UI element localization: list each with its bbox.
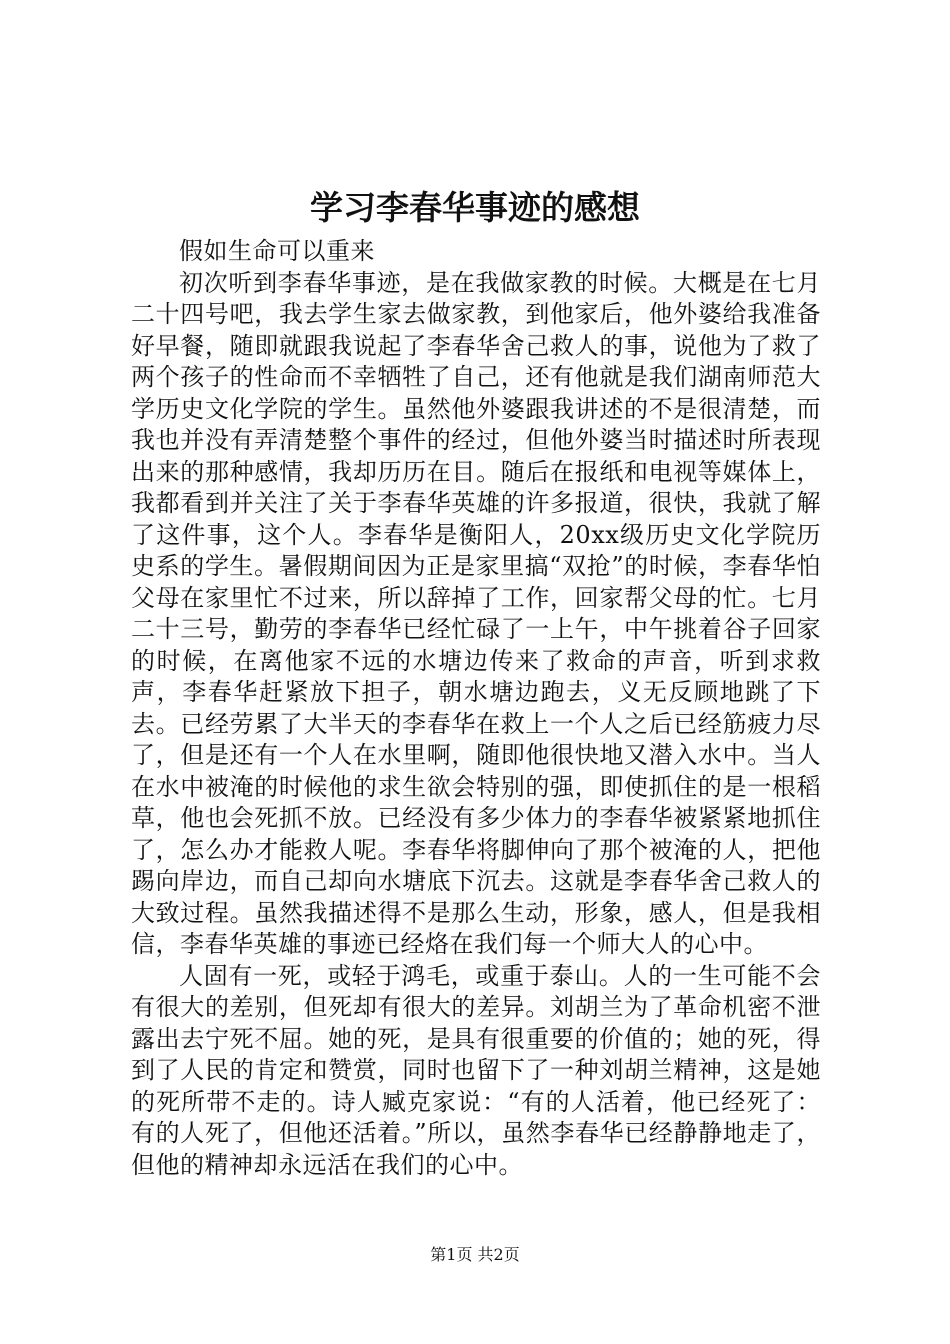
paragraph-reflection: 人固有一死，或轻于鸿毛，或重于泰山。人的一生可能不会有很大的差别，但死却有很大的差异。刘胡兰为了革命机密不泄露出去宁死不屈。她的死，是具有很重要的价值的；她的死，得到了人民的肯定和赞赏，同时也留下了一种刘胡兰精神，这是她的死所带不走的。诗人臧克家说：“有的人活着，他已经死了：有的人死了，但他还活着。”所以，虽然李春华已经静静地走了，但他的精神却永远活在我们的心中。 [131,961,821,1179]
paragraph-story: 初次听到李春华事迹，是在我做家教的时候。大概是在七月二十四号吧，我去学生家去做家教，到他家后，他外婆给我准备好早餐，随即就跟我说起了李春华舍己救人的事，说他为了救了两个孩子的性命而不幸牺牲了自己，还有他就是我们湖南师范大学历史文化学院的学生。虽然他外婆跟我讲述的不是很清楚，而我也并没有弄清楚整个事件的经过，但他外婆当时描述时所表现出来的那种感情，我却历历在目。随后在报纸和电视等媒体上，我都看到并关注了关于李春华英雄的许多报道，很快，我就了解了这件事，这个人。李春华是衡阳人，20xx级历史文化学院历史系的学生。暑假期间因为正是家里搞“双抢”的时候，李春华怕父母在家里忙不过来，所以辞掉了工作，回家帮父母的忙。七月二十三号，勤劳的李春华已经忙碌了一上午，中午挑着谷子回家的时候，在离他家不远的水塘边传来了救命的声音，听到求救声，李春华赶紧放下担子，朝水塘边跑去，义无反顾地跳了下去。已经劳累了大半天的李春华在救上一个人之后已经筋疲力尽了，但是还有一个人在水里啊，随即他很快地又潜入水中。当人在水中被淹的时候他的求生欲会特别的强，即使抓住的是一根稻草，他也会死抓不放。已经没有多少体力的李春华被紧紧地抓住了，怎么办才能救人呢。李春华将脚伸向了那个被淹的人，把他踢向岸边，而自己却向水塘底下沉去。这就是李春华舍己救人的大致过程。虽然我描述得不是那么生动，形象，感人，但是我相信，李春华英雄的事迹已经烙在我们每一个师大人的心中。 [131,268,821,958]
paragraph-subtitle: 假如生命可以重来 [179,237,375,265]
document-body [131,236,821,1181]
page-footer: 第1页 共2页 [430,1245,520,1264]
document-title: 学习李春华事迹的感想 [310,188,640,227]
